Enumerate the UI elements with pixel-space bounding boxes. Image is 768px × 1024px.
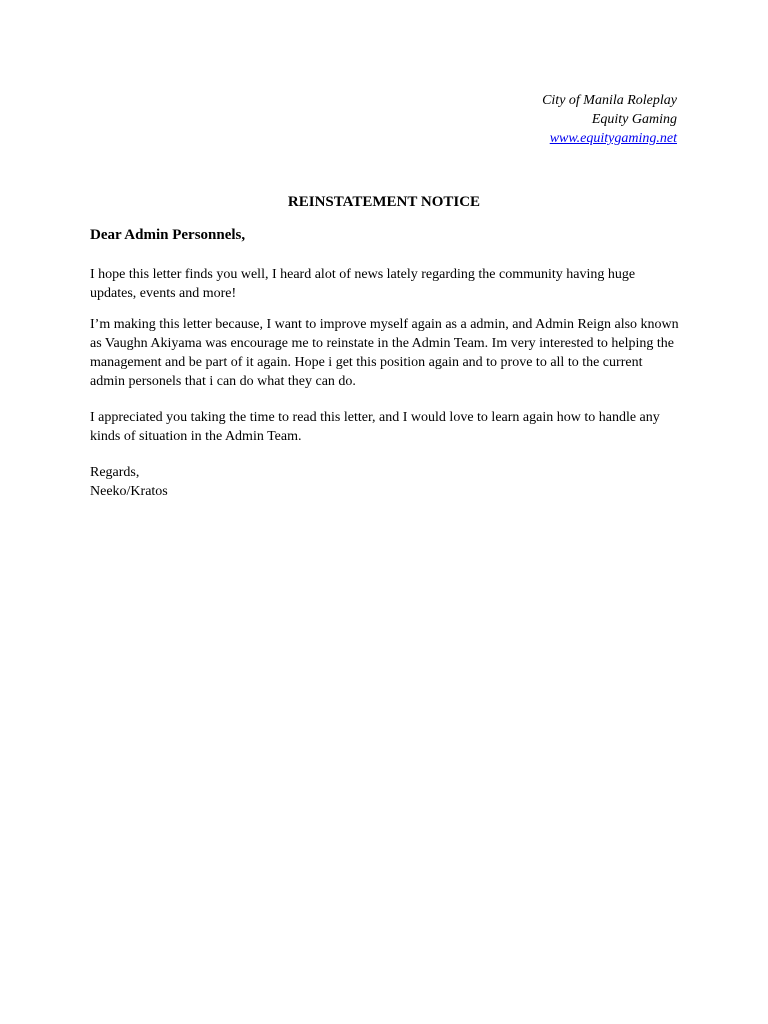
paragraph-intro: I hope this letter finds you well, I heard alot of news lately regarding the community having huge updates, events and more! bbox=[90, 267, 636, 301]
website-link[interactable]: www.equitygaming.net bbox=[549, 131, 677, 146]
paragraph-reason: I’m making this letter because, I want to improve myself again as a admin, and Admin Reign also known as Vaughn Akiyama was encourage me to reinstate in the Admin Team. Im very interested to helping the management and be part of it again. Hope i get this position again and to prove to all to the current admin personels that i can do what they can do. bbox=[90, 317, 679, 389]
letterhead-organization: City of Manila Roleplay bbox=[542, 93, 677, 108]
letter-body bbox=[90, 226, 680, 501]
letterhead bbox=[277, 91, 677, 148]
closing: Regards, bbox=[90, 465, 140, 480]
letter-title: REINSTATEMENT NOTICE bbox=[287, 194, 481, 210]
letterhead-group: Equity Gaming bbox=[591, 112, 677, 127]
paragraph-thanks: I appreciated you taking the time to read this letter, and I would love to learn again how to handle any kinds of situation in the Admin Team. bbox=[90, 410, 660, 444]
signature: Neeko/Kratos bbox=[90, 484, 168, 499]
letterhead-website-line bbox=[277, 129, 677, 148]
salutation: Dear Admin Personnels, bbox=[90, 227, 246, 243]
